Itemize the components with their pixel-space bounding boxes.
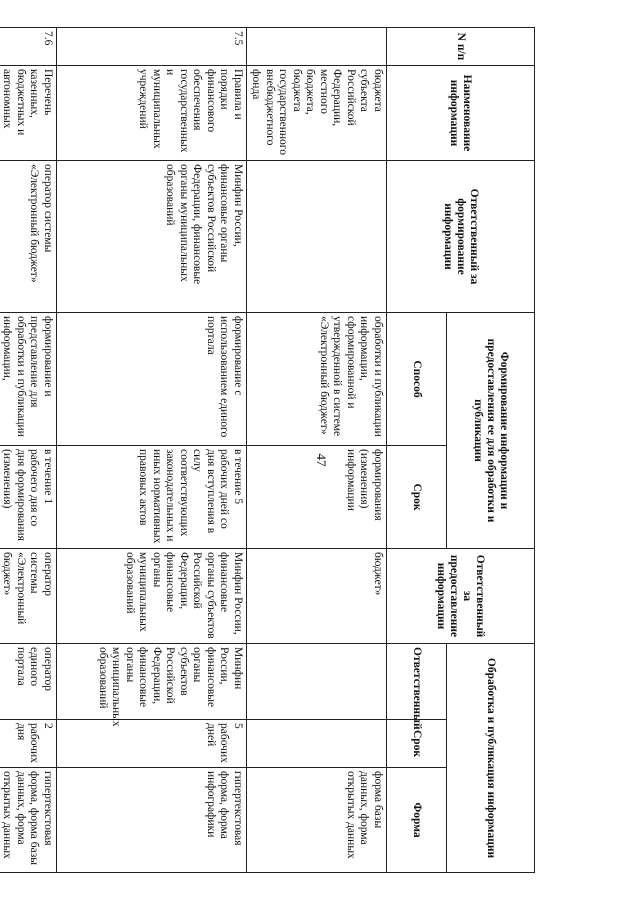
header-forming-method: Способ: [387, 313, 447, 446]
header-proc-form: Форма: [387, 768, 447, 873]
row-proc-responsible: [247, 644, 387, 720]
table-row: [57, 28, 247, 873]
header-proc-term: Срок: [387, 720, 447, 768]
header-forming-term: Срок: [387, 446, 447, 549]
row-method: формирование и представление для обработки и публикации информации,: [0, 313, 57, 446]
header-proc-responsible: Ответственный: [387, 644, 447, 720]
header-forming-group: Формирование информации и предоставления ее для обработки и публикации: [447, 313, 535, 549]
table-row: [0, 28, 57, 873]
table-row: [247, 28, 387, 873]
row-responsible-forming: Минфин России, финансовые органы субъектов Российской Федерации, финансовые органы муниципальных образований: [57, 161, 247, 313]
row-proc-form: форма базы данных, форма открытых данных: [247, 768, 387, 873]
row-term: в течение 5 рабочих дней со дня вступления в силу соответствующих законодательных и иных нормативных правовых актов: [57, 446, 247, 549]
row-responsible-providing: оператор системы «Электронный бюджет»: [0, 549, 57, 644]
row-proc-form: гипертекстовая форма, форма инфографики: [57, 768, 247, 873]
row-responsible-forming: [247, 161, 387, 313]
header-num: N п/п: [387, 28, 535, 66]
row-responsible-providing: бюджет»: [247, 549, 387, 644]
row-num: 7.5: [57, 28, 247, 66]
row-proc-term: [247, 720, 387, 768]
row-proc-responsible: оператор единого портала: [0, 644, 57, 720]
row-method: обработки и публикации информации, сформированной и утвержденной в системе «Электронный бюджет»: [247, 313, 387, 446]
row-proc-term: 5 рабочих дней: [57, 720, 247, 768]
row-proc-responsible: Минфин России, финансовые органы субъектов Российской Федерации, финансовые органы муниципальных образований: [57, 644, 247, 720]
row-proc-form: гипертекстовая форма, форма базы данных, форма открытых данных: [0, 768, 57, 873]
information-table: [0, 27, 535, 873]
row-proc-term: 2 рабочих дня: [0, 720, 57, 768]
row-responsible-providing: Минфин России, финансовые органы субъектов Российской Федерации, финансовые органы муниципальных образований: [57, 549, 247, 644]
header-name: Наименование информации: [387, 66, 535, 161]
row-method: формирование с использованием единого портала: [57, 313, 247, 446]
row-name: Перечень казенных, бюджетных и автономных: [0, 66, 57, 161]
header-responsible-providing: Ответственный за предоставление информации: [387, 549, 535, 644]
row-name: бюджета субъекта Российской Федерации, местного бюджета, бюджета государственного внебюджетного фонда: [247, 66, 387, 161]
row-num: 7.6: [0, 28, 57, 66]
row-name: Правила и порядки финансового обеспечения государственных и муниципальных учреждений: [57, 66, 247, 161]
header-responsible-forming: Ответственный за формирование информации: [387, 161, 535, 313]
header-processing-group: Обработка и публикация информации: [447, 644, 535, 873]
row-term: в течение 1 рабочего дня со дня формирования (изменения): [0, 446, 57, 549]
row-term: формирования (изменения) информации: [247, 446, 387, 549]
row-responsible-forming: оператор системы «Электронный бюджет»: [0, 161, 57, 313]
row-num: [247, 28, 387, 66]
rotated-table-container: [1, 27, 535, 872]
page-number: 47: [314, 453, 329, 467]
